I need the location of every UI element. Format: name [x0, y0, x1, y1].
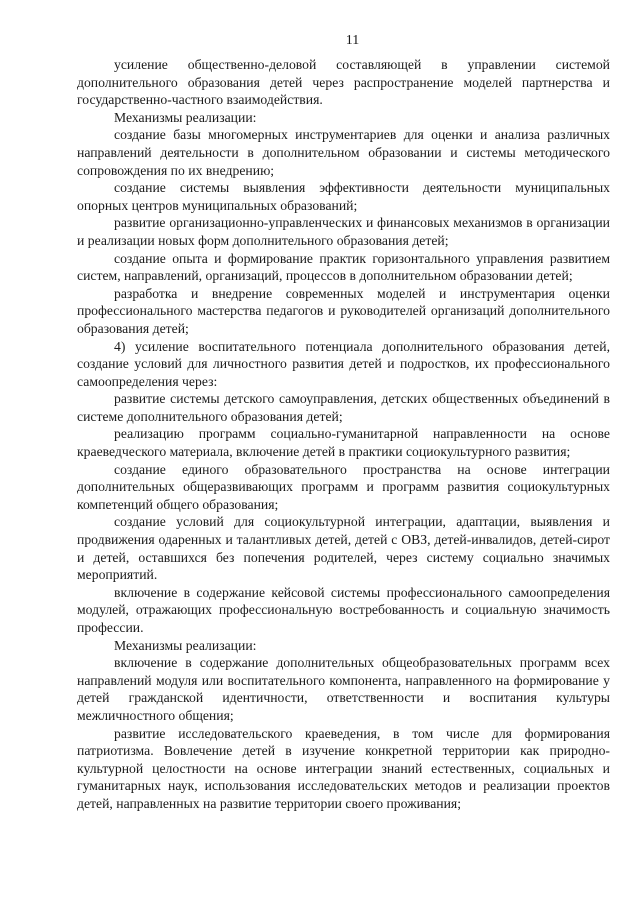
paragraph: реализацию программ социально-гуманитарной направленности на основе краеведческого материала, включение детей в практики социокультурного развития;	[77, 426, 610, 460]
paragraph: разработка и внедрение современных моделей и инструментария оценки профессионального мастерства педагогов и руководителей организаций дополнительного образования детей;	[77, 285, 610, 336]
paragraph: развитие организационно-управленческих и финансовых механизмов в организации и реализации новых форм дополнительного образования детей;	[77, 215, 610, 248]
paragraph: включение в содержание дополнительных общеобразовательных программ всех направлений модуля или воспитательного компонента, направленного на формирование у детей гражданской идентичности, ответственности и воспитания культуры межличностного общения;	[77, 655, 610, 723]
paragraph: усиление общественно-деловой составляющей в управлении системой дополнительного образования детей через распространение моделей партнерства и государственно-частного взаимодействия.	[77, 57, 610, 108]
paragraph: создание базы многомерных инструментариев для оценки и анализа различных направлений деятельности в дополнительном образовании и системы методического сопровождения по их внедрению;	[77, 127, 610, 178]
paragraph-heading: Механизмы реализации:	[114, 637, 257, 653]
paragraph: создание опыта и формирование практик горизонтального управления развитием систем, направлений, организаций, процессов в дополнительном образовании детей;	[77, 250, 610, 284]
paragraph-heading: Механизмы реализации:	[114, 109, 257, 125]
paragraph: создание условий для социокультурной интеграции, адаптации, выявления и продвижения одаренных и талантливых детей, детей с ОВЗ, детей-инвалидов, детей-сирот и детей, оставшихся без попечения родителей, через систему социально значимых мероприятий.	[77, 514, 610, 583]
page-number: 11	[345, 33, 360, 48]
paragraph: развитие системы детского самоуправления, детских общественных объединений в системе дополнительного образования детей;	[77, 391, 610, 424]
paragraph: создание системы выявления эффективности деятельности муниципальных опорных центров муниципальных образований;	[77, 180, 610, 213]
paragraph: развитие исследовательского краеведения, в том числе для формирования патриотизма. Вовлечение детей в изучение конкретной территории как природно-культурной целостности на основе интеграции знаний естественных, социальных и гуманитарных наук, использования исследовательских методов и реализации проектов детей, направленных на развитие территории своего проживания;	[77, 725, 610, 811]
paragraph: 4) усиление воспитательного потенциала дополнительного образования детей, создание условий для личностного развития детей и подростков, их профессионального самоопределения через:	[77, 338, 610, 389]
paragraph: включение в содержание кейсовой системы профессионального самоопределения модулей, отражающих профессиональную востребованность и социальную значимость профессии.	[77, 584, 610, 635]
paragraph: создание единого образовательного пространства на основе интеграции дополнительных общеразвивающих программ и программ развития социокультурных компетенций общего образования;	[77, 461, 610, 512]
